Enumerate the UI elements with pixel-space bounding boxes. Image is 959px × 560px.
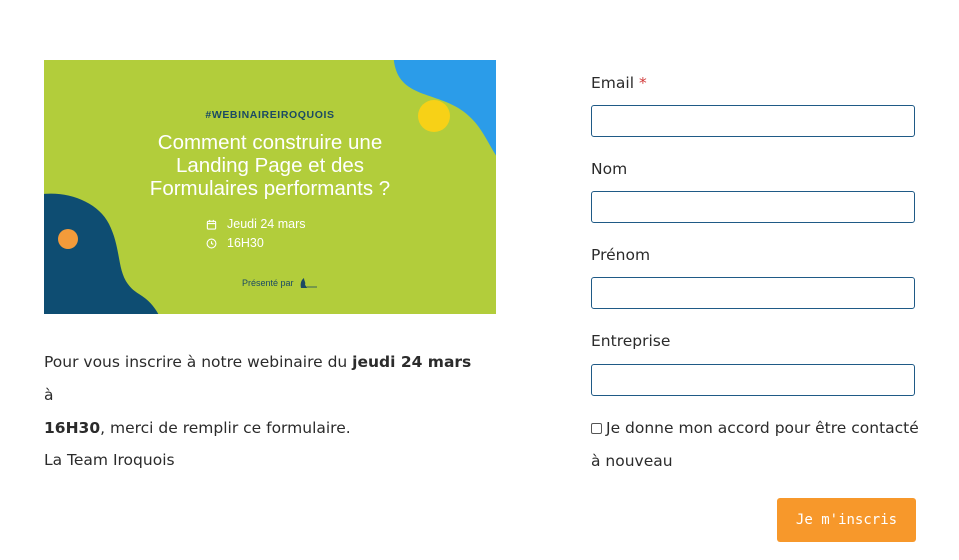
signature: La Team Iroquois <box>44 451 175 469</box>
email-label <box>591 74 647 92</box>
nom-label: Nom <box>591 160 628 178</box>
prenom-label: Prénom <box>591 246 651 264</box>
required-marker: * <box>638 74 647 92</box>
presented-by-text: Présenté par <box>242 278 294 288</box>
banner-date: Jeudi 24 mars <box>227 217 306 231</box>
consent-row <box>591 412 921 478</box>
banner-time-row <box>206 236 264 250</box>
email-input[interactable] <box>591 105 915 137</box>
clock-icon <box>206 238 217 249</box>
submit-button[interactable]: Je m'inscris <box>777 498 916 542</box>
webinar-banner <box>44 60 496 314</box>
iroquois-logo-icon <box>298 277 318 289</box>
intro-text-1: Pour vous inscrire à notre webinaire du <box>44 353 353 371</box>
prenom-input[interactable] <box>591 277 915 309</box>
email-label-text: Email <box>591 74 635 92</box>
intro-date: jeudi 24 mars <box>352 353 472 371</box>
banner-title-line-2: Landing Page et des <box>175 154 365 177</box>
banner-title-line-1: Comment construire une <box>157 131 383 154</box>
nom-input[interactable] <box>591 191 915 223</box>
banner-presented-by <box>242 277 318 289</box>
entreprise-input[interactable] <box>591 364 915 396</box>
intro-time: 16H30 <box>44 419 101 437</box>
consent-checkbox[interactable] <box>591 423 602 434</box>
orange-dot <box>58 229 78 249</box>
banner-title <box>114 131 426 200</box>
navy-blob-shape <box>44 184 214 314</box>
intro-text-2: à <box>44 386 54 404</box>
banner-date-row <box>206 217 306 231</box>
banner-time: 16H30 <box>227 236 264 250</box>
intro-paragraph <box>44 346 484 445</box>
calendar-icon <box>206 219 217 230</box>
intro-text-3: , merci de remplir ce formulaire. <box>100 419 351 437</box>
banner-hashtag: #WEBINAIREIROQUOIS <box>205 109 335 121</box>
consent-label: Je donne mon accord pour être contacté à nouveau <box>591 419 919 470</box>
entreprise-label: Entreprise <box>591 332 671 350</box>
banner-title-line-3: Formulaires performants ? <box>149 177 391 200</box>
